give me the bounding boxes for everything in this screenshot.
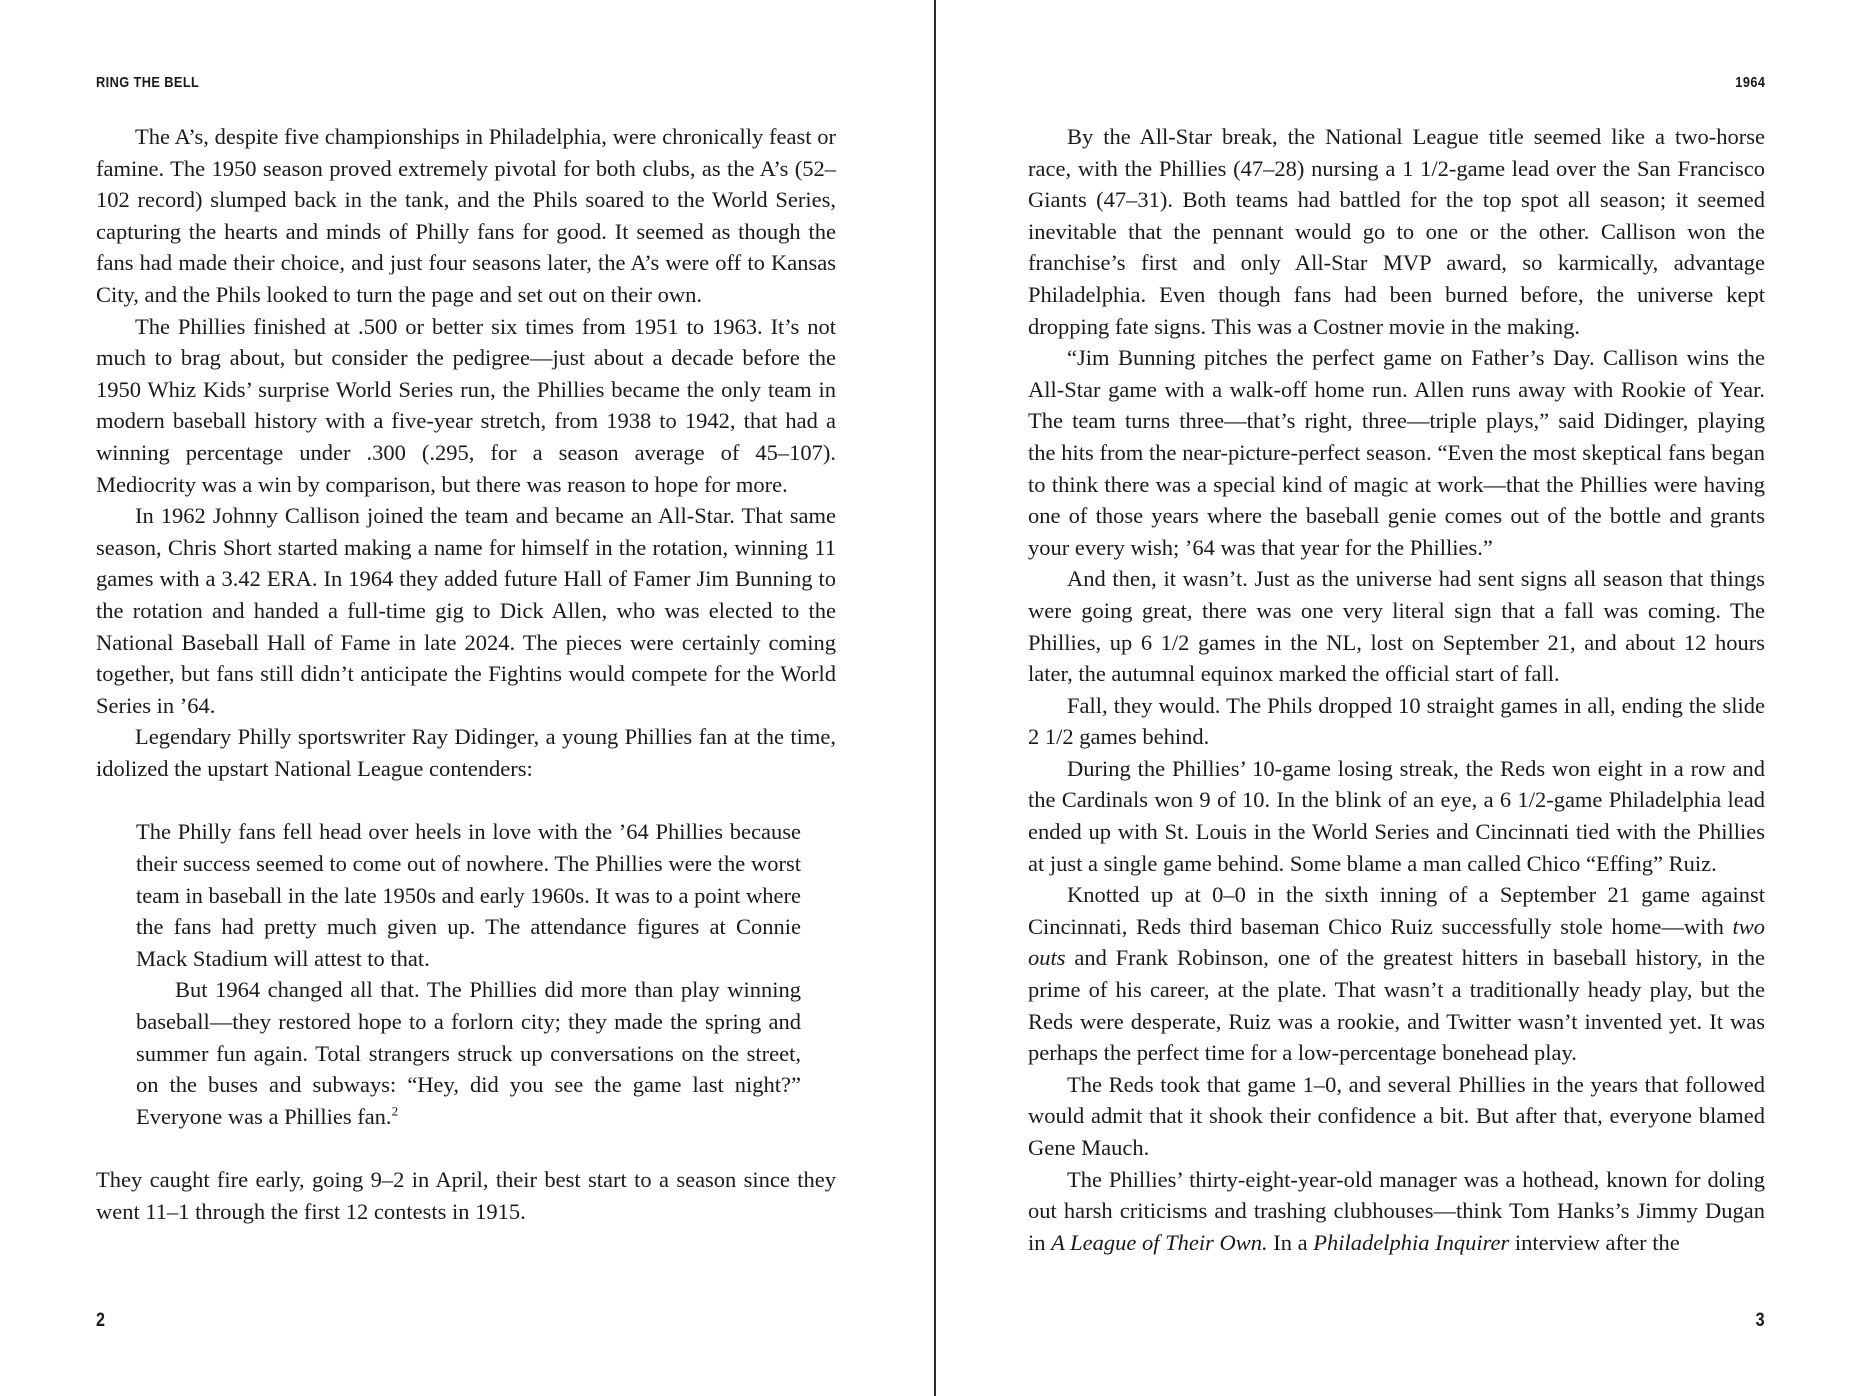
footnote-marker: 2	[391, 1103, 399, 1119]
paragraph	[1028, 879, 1765, 1069]
page-number: 2	[96, 1310, 105, 1331]
text-run: In a	[1267, 1229, 1314, 1255]
text-run: and Frank Robinson, one of the greatest hitters in baseball history, in the prime of his career, at the plate. That wasn’t a traditionally heady play, but the Reds were desperate, Ruiz was a rookie, and Twitter wasn’t invented yet. It was perhaps the perfect time for a low-percentage bonehead play.	[1028, 945, 1765, 1066]
paragraph: By the All-Star break, the National League title seemed like a two-horse race, with the Phillies (47–28) nursing a 1 1/2-game lead over the San Francisco Giants (47–31). Both teams had battled for the top spot all season; it seemed inevitable that the pennant would go to one or the other. Callison won the franchise’s first and only All-Star MVP award, so karmically, advantage Philadelphia. Even though fans had been burned before, the universe kept dropping fate signs. This was a Costner movie in the making.	[1028, 124, 1765, 339]
italic-title: Philadelphia Inquirer	[1313, 1229, 1510, 1255]
block-quote	[136, 816, 801, 1132]
text-run: The Phillies’ thirty-eight-year-old manager was a hothead, known for doling out harsh criticisms and trashing clubhouses—think Tom Hanks’s Jimmy Dugan in	[1028, 1166, 1765, 1255]
paragraph	[1028, 1164, 1765, 1259]
text-run: Knotted up at 0–0 in the sixth inning of a September 21 game against Cincinnati, Reds third baseman Chico Ruiz successfully stole home—with	[1028, 882, 1765, 939]
page-number: 3	[1756, 1310, 1765, 1331]
quote-paragraph	[136, 974, 801, 1132]
running-head: 1964	[1734, 74, 1765, 91]
paragraph: The Phillies finished at .500 or better six times from 1951 to 1963. It’s not much to brag about, but consider the pedigree—just about a decade before the 1950 Whiz Kids’ surprise World Series run, the Phillies became the only team in modern baseball history with a five-year stretch, from 1938 to 1942, that had a winning percentage under .300 (.295, for a season average of 45–107). Mediocrity was a win by comparison, but there was reason to hope for more.	[96, 313, 836, 497]
paragraph: “Jim Bunning pitches the perfect game on Father’s Day. Callison wins the All-Star game with a walk-off home run. Allen runs away with Rookie of Year. The team turns three—that’s right, three—triple plays,” said Didinger, playing the hits from the near-picture-perfect season. “Even the most skeptical fans began to think there was a special kind of magic at work—that the Phillies were having one of those years where the baseball genie comes out of the bottle and grants your every wish; ’64 was that year for the Phillies.”	[1028, 345, 1765, 560]
italic-title: A League of Their Own.	[1051, 1229, 1268, 1255]
paragraph: During the Phillies’ 10-game losing streak, the Reds won eight in a row and the Cardinals won 9 of 10. In the blink of an eye, a 6 1/2-game Philadelphia lead ended up with St. Louis in the World Series and Cincinnati tied with the Phillies at just a single game behind. Some blame a man called Chico “Effing” Ruiz.	[1028, 755, 1765, 876]
running-head: RING THE BELL	[96, 74, 200, 91]
paragraph: Fall, they would. The Phils dropped 10 straight games in all, ending the slide 2 1/2 games behind.	[1028, 692, 1765, 750]
paragraph: The Reds took that game 1–0, and several Phillies in the years that followed would admit that it shook their confidence a bit. But after that, everyone blamed Gene Mauch.	[1028, 1071, 1765, 1160]
quote-text: But 1964 changed all that. The Phillies did more than play winning baseball—they restored hope to a forlorn city; they made the spring and summer fun again. Total strangers struck up conversations on the street, on the buses and subways: “Hey, did you see the game last night?” Everyone was a Phillies fan.	[136, 977, 801, 1129]
text-run: interview after the	[1509, 1229, 1680, 1255]
paragraph: The A’s, despite five championships in Philadelphia, were chronically feast or famine. The 1950 season proved extremely pivotal for both clubs, as the A’s (52–102 record) slumped back in the tank, and the Phils soared to the World Series, capturing the hearts and minds of Philly fans for good. It seemed as though the fans had made their choice, and just four seasons later, the A’s were off to Kansas City, and the Phils looked to turn the page and set out on their own.	[96, 124, 836, 307]
paragraph: And then, it wasn’t. Just as the universe had sent signs all season that things were going great, there was one very literal sign that a fall was coming. The Phillies, up 6 1/2 games in the NL, lost on September 21, and about 12 hours later, the autumnal equinox marked the official start of fall.	[1028, 566, 1765, 687]
body-text	[96, 121, 836, 1228]
paragraph: They caught fire early, going 9–2 in April, their best start to a season since they went 11–1 through the first 12 contests in 1915.	[96, 1167, 836, 1224]
italic-text: two outs	[1028, 913, 1765, 971]
body-text	[1028, 121, 1765, 1258]
paragraph: In 1962 Johnny Callison joined the team and became an All-Star. That same season, Chris Short started making a name for himself in the rotation, winning 11 games with a 3.42 ERA. In 1964 they added future Hall of Famer Jim Bunning to the rotation and handed a full-time gig to Dick Allen, who was elected to the National Baseball Hall of Fame in late 2024. The pieces were certainly coming together, but fans still didn’t anticipate the Fightins would compete for the World Series in ’64.	[96, 503, 836, 718]
book-gutter-divider	[934, 0, 936, 1396]
quote-paragraph: The Philly fans fell head over heels in love with the ’64 Phillies because their success seemed to come out of nowhere. The Phillies were the worst team in baseball in the late 1950s and early 1960s. It was to a point where the fans had pretty much given up. The attendance figures at Connie Mack Stadium will attest to that.	[136, 819, 801, 971]
paragraph: Legendary Philly sportswriter Ray Didinger, a young Phillies fan at the time, idolized the upstart National League contenders:	[96, 724, 836, 781]
right-page	[937, 0, 1862, 1396]
